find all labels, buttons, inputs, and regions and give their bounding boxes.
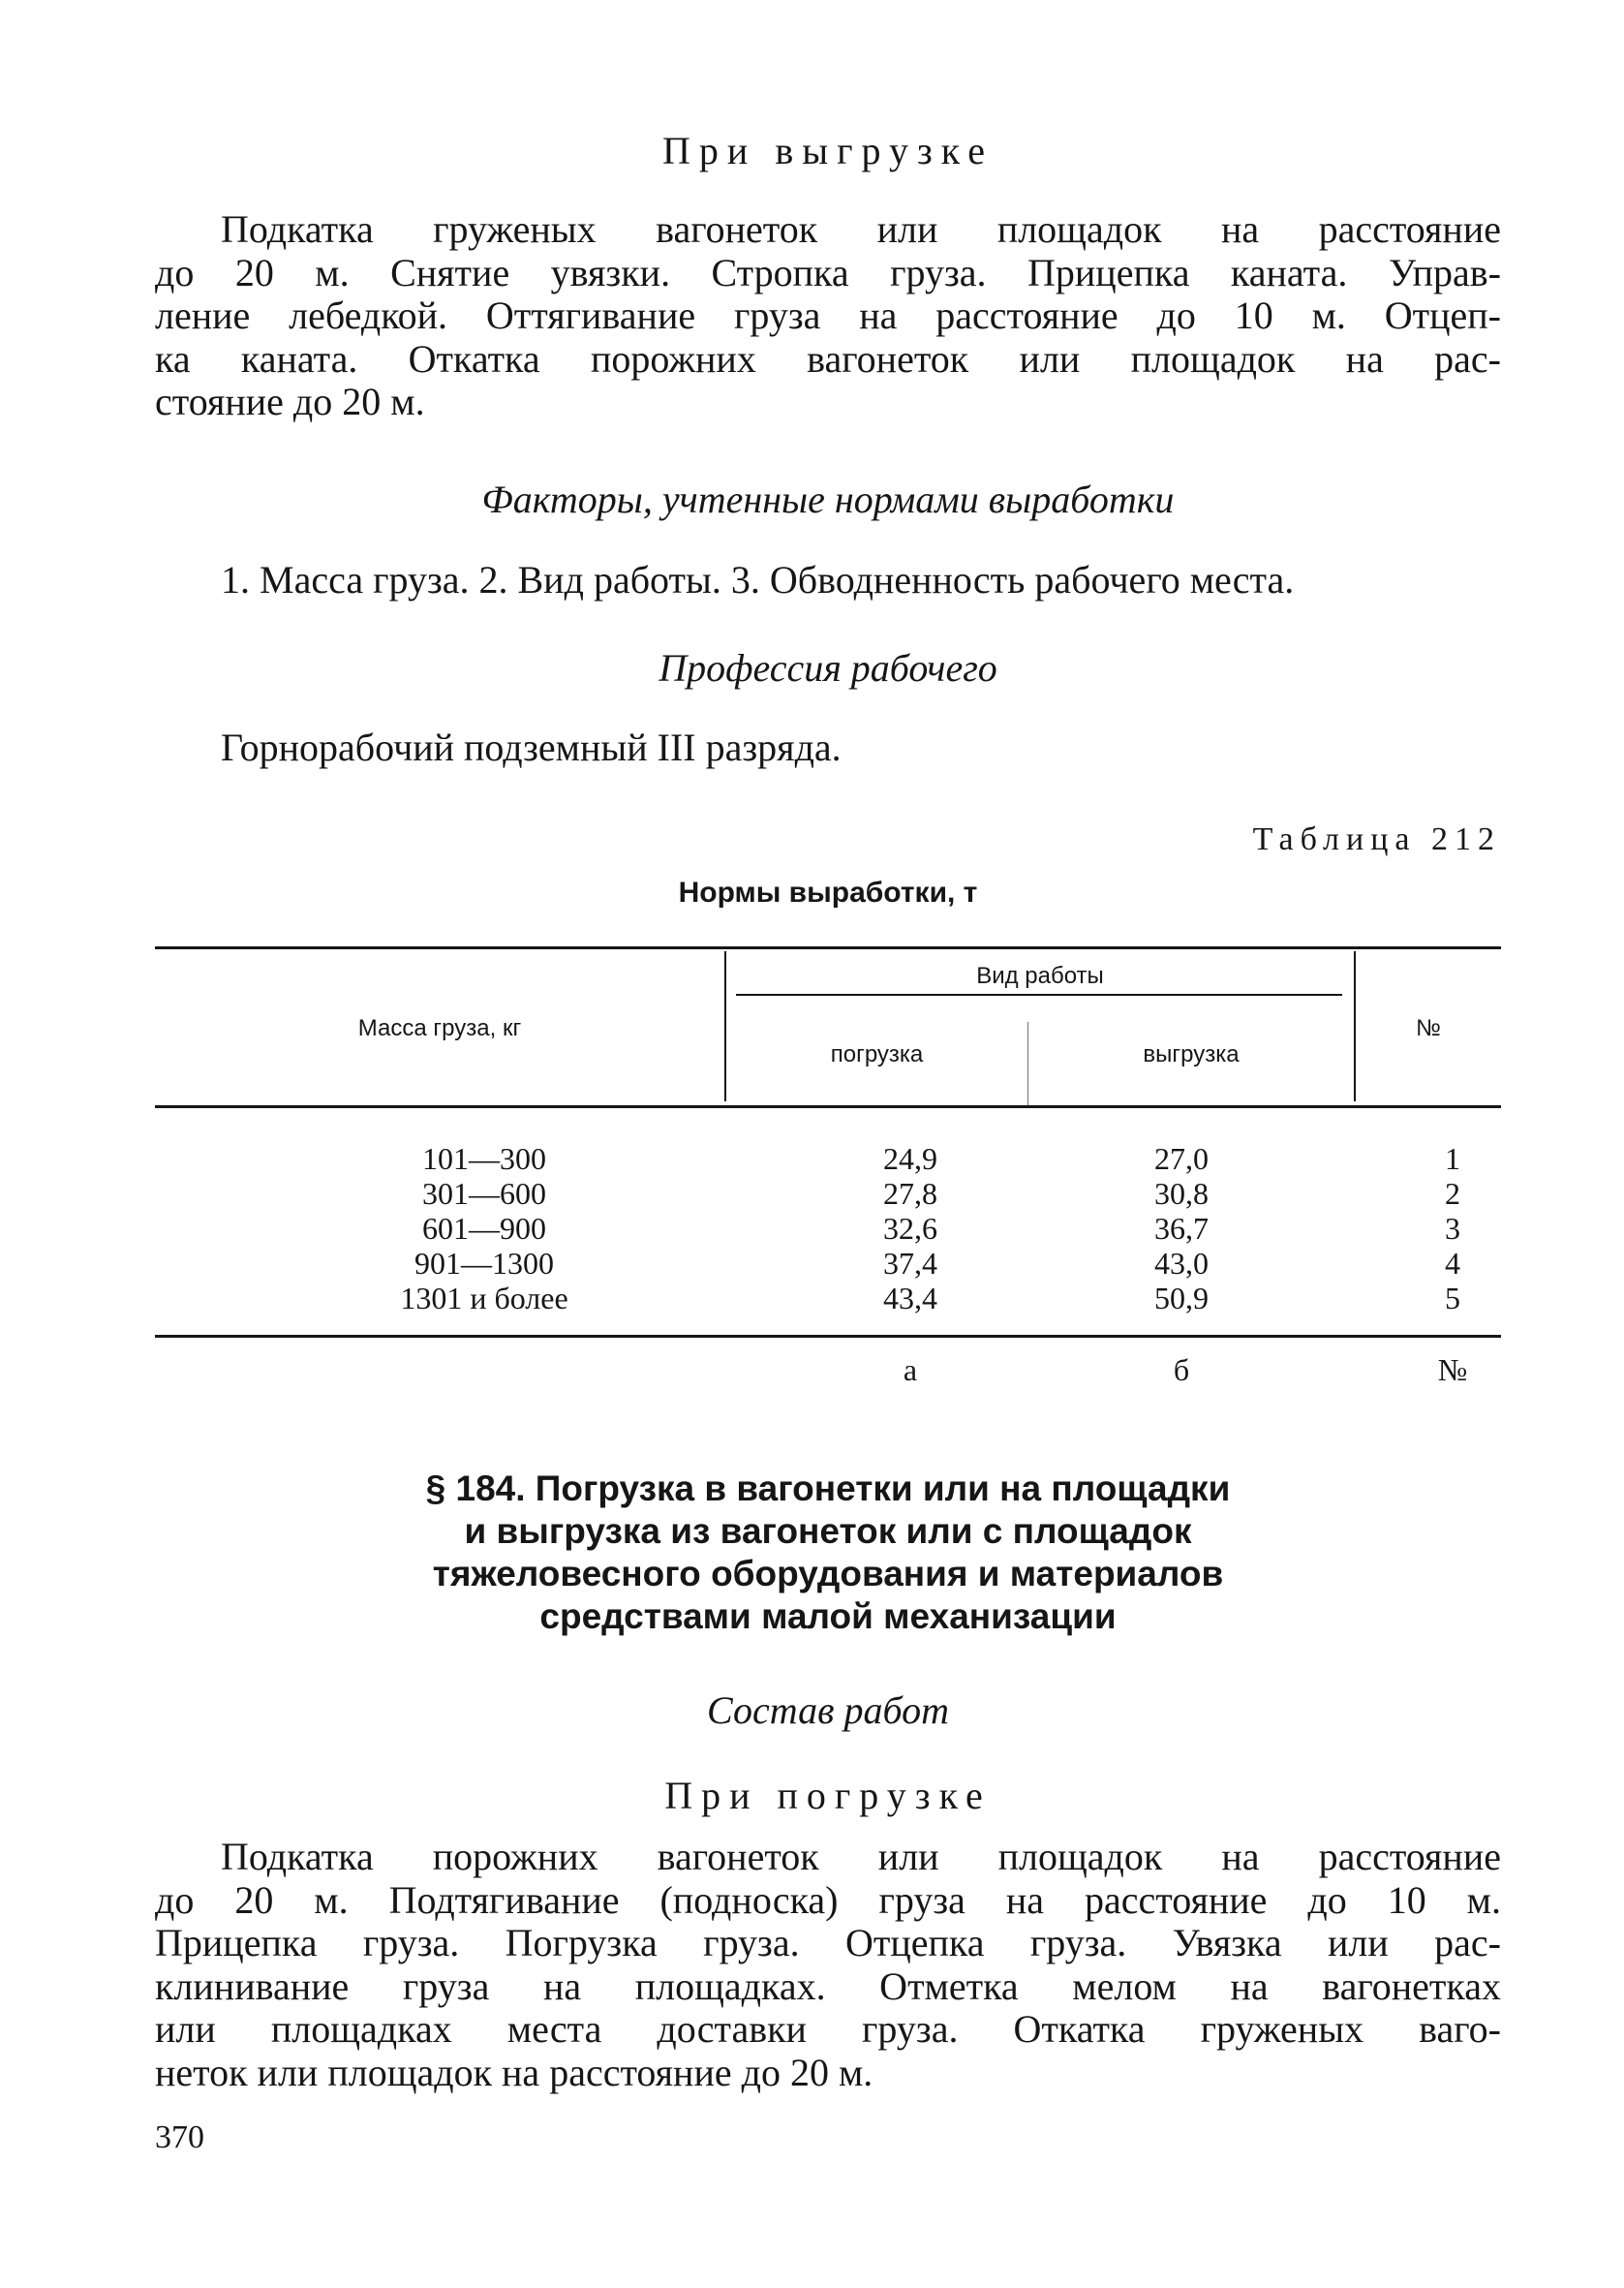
- table-row-5-unloading: 50,9: [1154, 1281, 1209, 1315]
- header-loading: погрузка: [830, 1041, 924, 1067]
- table-title: Нормы выработки, т: [678, 877, 978, 909]
- header-mass: Масса груза, кг: [357, 1015, 522, 1041]
- document-page: [155, 0, 1501, 2288]
- paragraph-line: Прицепка груза. Погрузка груза. Отцепка груза. Увязка или рас-: [155, 1921, 1501, 1964]
- table-row-1-unloading: 27,0: [1154, 1141, 1209, 1176]
- paragraph-line: или площадках места доставки груза. Откатка груженых ваго-: [155, 2007, 1501, 2051]
- paragraph-line: клинивание груза на площадках. Отметка мелом на вагонетках: [155, 1963, 1501, 2008]
- page-number: 370: [155, 2119, 204, 2155]
- table-row-4-unloading: 43,0: [1154, 1246, 1209, 1281]
- section-title-line: § 184. Погрузка в вагонетки или на площадки: [425, 1469, 1231, 1508]
- table-row-4-mass: 901—1300: [414, 1246, 554, 1281]
- table-row-3-loading: 32,6: [883, 1211, 937, 1246]
- table-row-1-no: 1: [1445, 1141, 1460, 1176]
- paragraph-line: Подкатка груженых вагонеток или площадок на расстояние: [221, 207, 1501, 251]
- profession-text: Горнорабочий подземный III разряда.: [221, 726, 842, 769]
- factors-text: 1. Масса груза. 2. Вид работы. 3. Обводненность рабочего места.: [221, 558, 1295, 602]
- paragraph-line: до 20 м. Снятие увязки. Стропка груза. Прицепка каната. Управ-: [155, 250, 1501, 294]
- table-row-2-loading: 27,8: [883, 1176, 937, 1211]
- table-row-3-no: 3: [1445, 1211, 1460, 1246]
- paragraph-line: стояние до 20 м.: [155, 380, 425, 423]
- paragraph-line: неток или площадок на расстояние до 20 м.: [155, 2050, 873, 2094]
- section-title: [155, 1468, 1501, 1638]
- work-type-underline: [736, 994, 1342, 996]
- table-row-3-mass: 601—900: [422, 1211, 546, 1246]
- header-bottom-rule: [155, 1105, 1501, 1108]
- table-row-5-no: 5: [1445, 1281, 1460, 1315]
- profession-heading: Профессия рабочего: [659, 646, 997, 690]
- table-bottom-rule: [155, 1335, 1501, 1338]
- loading-paragraph: [155, 1836, 1501, 2094]
- table-row-3-unloading: 36,7: [1154, 1211, 1209, 1246]
- table-row-4-no: 4: [1445, 1246, 1460, 1281]
- header-work-type: Вид работы: [976, 963, 1104, 989]
- table-row-5-loading: 43,4: [883, 1281, 937, 1315]
- table-row-2-unloading: 30,8: [1154, 1176, 1209, 1211]
- unloading-paragraph: [155, 208, 1501, 424]
- composition-heading: Состав работ: [707, 1688, 949, 1732]
- table-top-rule: [155, 946, 1501, 949]
- section-title-line: средствами малой механизации: [539, 1596, 1117, 1636]
- table-row-1-mass: 101—300: [422, 1141, 546, 1176]
- table-row-2-no: 2: [1445, 1176, 1460, 1211]
- paragraph-line: ление лебедкой. Оттягивание груза на расстояние до 10 м. Отцеп-: [155, 294, 1501, 337]
- paragraph-line: до 20 м. Подтягивание (подноска) груза на расстояние до 10 м.: [155, 1877, 1501, 1922]
- subheading-loading: При погрузке: [664, 1774, 992, 1817]
- section-title-line: и выгрузка из вагонеток или с площадок: [464, 1511, 1192, 1551]
- table-row-4-loading: 37,4: [883, 1246, 937, 1281]
- footer-column-b: б: [1173, 1352, 1190, 1387]
- header-no: №: [1416, 1015, 1441, 1041]
- table-row-2-mass: 301—600: [422, 1176, 546, 1211]
- footer-column-a: а: [903, 1352, 918, 1387]
- paragraph-line: Подкатка порожних вагонеток или площадок на расстояние: [221, 1835, 1501, 1878]
- section-title-line: тяжеловесного оборудования и материалов: [432, 1554, 1224, 1593]
- table-row-5-mass: 1301 и более: [400, 1281, 568, 1315]
- paragraph-line: ка каната. Откатка порожних вагонеток или площадок на рас-: [155, 336, 1501, 381]
- header-unloading: выгрузка: [1143, 1041, 1240, 1067]
- footer-column-no: №: [1437, 1352, 1468, 1387]
- factors-heading: Факторы, учтенные нормами выработки: [481, 478, 1175, 521]
- table-number: Таблица 212: [1252, 821, 1501, 857]
- subheading-unloading: При выгрузке: [662, 129, 994, 172]
- table-row-1-loading: 24,9: [883, 1141, 937, 1176]
